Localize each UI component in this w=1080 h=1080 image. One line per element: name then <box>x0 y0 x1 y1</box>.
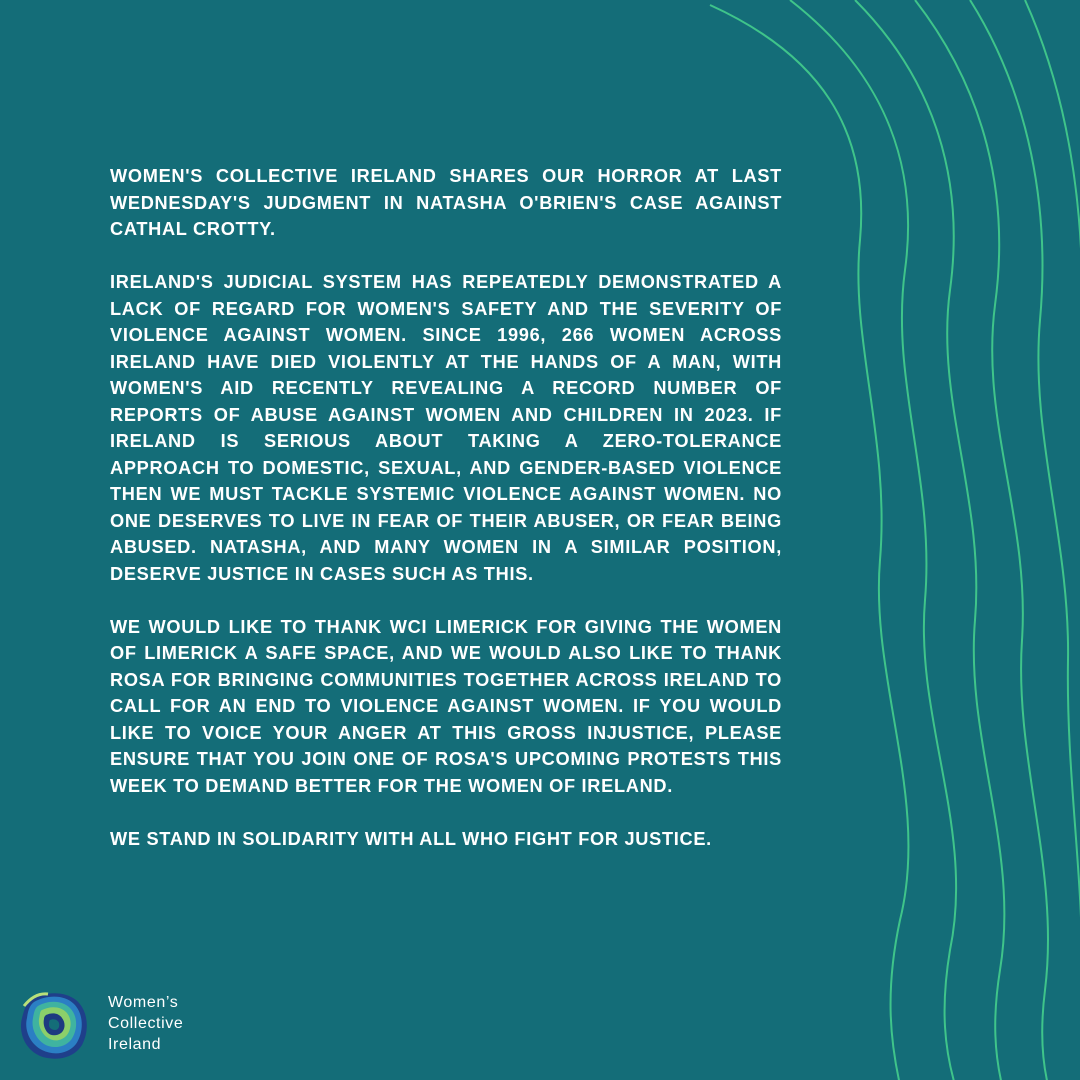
wave-line <box>970 0 1080 1000</box>
organisation-name <box>108 992 183 1055</box>
statement-text <box>110 163 782 879</box>
statement-paragraph-2: IRELAND'S JUDICIAL SYSTEM HAS REPEATEDLY DEMONSTRATED A LACK OF REGARD FOR WOMEN'S SAFETY AND THE SEVERITY OF VIOLENCE AGAINST WOMEN. SINCE 1996, 266 WOMEN ACROSS IRELAND HAVE DIED VIOLENTLY AT THE HANDS OF A MAN, WITH WOMEN'S AID RECENTLY REVEALING A RECORD NUMBER OF REPORTS OF ABUSE AGAINST WOMEN AND CHILDREN IN 2023. IF IRELAND IS SERIOUS ABOUT TAKING A ZERO-TOLERANCE APPROACH TO DOMESTIC, SEXUAL, AND GENDER-BASED VIOLENCE THEN WE MUST TACKLE SYSTEMIC VIOLENCE AGAINST WOMEN. NO ONE DESERVES TO LIVE IN FEAR OF THEIR ABUSER, OR FEAR BEING ABUSED. NATASHA, AND MANY WOMEN IN A SIMILAR POSITION, DESERVE JUSTICE IN CASES SUCH AS THIS. <box>110 272 782 584</box>
org-name-line: Ireland <box>108 1036 162 1053</box>
wave-line <box>855 0 1004 1080</box>
wave-line <box>915 0 1048 1080</box>
statement-paragraph-3: WE WOULD LIKE TO THANK WCI LIMERICK FOR GIVING THE WOMEN OF LIMERICK A SAFE SPACE, AND WE WOULD ALSO LIKE TO THANK ROSA FOR BRINGING COMMUNITIES TOGETHER ACROSS IRELAND TO CALL FOR AN END TO VIOLENCE AGAINST WOMEN. IF YOU WOULD LIKE TO VOICE YOUR ANGER AT THIS GROSS INJUSTICE, PLEASE ENSURE THAT YOU JOIN ONE OF ROSA'S UPCOMING PROTESTS THIS WEEK TO DEMAND BETTER FOR THE WOMEN OF IRELAND. <box>110 616 782 796</box>
layered-contour-logo-icon <box>18 990 90 1062</box>
statement-paragraph-1: WOMEN'S COLLECTIVE IRELAND SHARES OUR HORROR AT LAST WEDNESDAY'S JUDGMENT IN NATASHA O'BRIEN'S CASE AGAINST CATHAL CROTTY. <box>110 166 782 239</box>
org-name-line: Women’s <box>108 994 179 1011</box>
statement-paragraph-4: WE STAND IN SOLIDARITY WITH ALL WHO FIGHT FOR JUSTICE. <box>110 828 712 849</box>
org-name-line: Collective <box>108 1015 184 1032</box>
wave-line <box>790 0 956 1080</box>
